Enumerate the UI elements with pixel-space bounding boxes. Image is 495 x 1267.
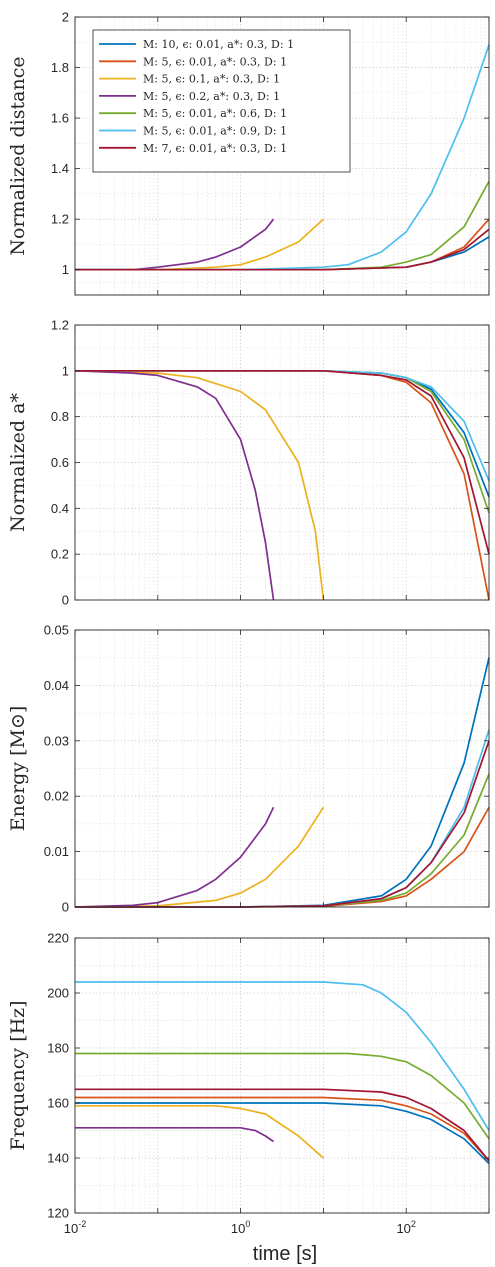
grid (75, 325, 489, 600)
y-tick-label: 0.01 (43, 844, 69, 860)
series-line-6 (75, 730, 489, 907)
legend-label-4: M: 5, ϵ: 0.2, a*: 0.3, D: 1 (143, 89, 281, 103)
y-tick-label: 1 (61, 262, 69, 278)
y-tick-label: 1.6 (50, 110, 69, 126)
panel-2 (7, 318, 489, 608)
y-tick-label: 1.2 (50, 317, 69, 333)
y-axis-label: Normalized a* (7, 393, 29, 532)
y-tick-label: 2 (61, 9, 69, 25)
series-line-6 (75, 982, 489, 1131)
y-tick-label: 0.03 (43, 733, 69, 749)
x-axis-label: time [s] (252, 1243, 318, 1265)
y-tick-label: 0.4 (50, 500, 69, 516)
y-tick-label: 180 (47, 1040, 69, 1056)
y-tick-label: 0.2 (50, 546, 69, 562)
series-line-2 (75, 807, 489, 907)
y-tick-label: 160 (47, 1095, 69, 1111)
y-tick-label: 0.05 (43, 622, 69, 638)
series-line-3 (75, 1106, 323, 1158)
y-tick-label: 0.04 (43, 677, 69, 693)
y-tick-label: 0.02 (43, 788, 69, 804)
y-tick-label: 0.8 (50, 409, 69, 425)
series-line-1 (75, 658, 489, 907)
legend-label-6: M: 5, ϵ: 0.01, a*: 0.9, D: 1 (143, 124, 288, 138)
series-line-5 (75, 774, 489, 907)
legend (93, 30, 350, 172)
grid (75, 630, 489, 907)
y-axis-label: Frequency [Hz] (7, 1000, 29, 1151)
panel-3 (7, 623, 489, 915)
panel-4 (7, 931, 489, 1266)
y-axis-label: Energy [M⊙] (7, 705, 29, 832)
y-axis-label: Normalized distance (7, 56, 29, 256)
y-tick-label: 1 (61, 363, 69, 379)
y-tick-label: 0 (61, 899, 69, 915)
series-line-5 (75, 181, 489, 269)
y-tick-label: 1.4 (50, 161, 69, 177)
y-tick-label: 200 (47, 985, 69, 1001)
legend-label-3: M: 5, ϵ: 0.1, a*: 0.3, D: 1 (143, 72, 281, 86)
legend-label-2: M: 5, ϵ: 0.01, a*: 0.3, D: 1 (143, 55, 288, 69)
y-tick-label: 220 (47, 930, 69, 946)
series-line-1 (75, 237, 489, 270)
legend-label-7: M: 7, ϵ: 0.01, a*: 0.3, D: 1 (143, 141, 288, 155)
panel-1 (7, 10, 489, 296)
series-line-3 (75, 807, 323, 907)
y-tick-label: 1.2 (50, 211, 69, 227)
series-line-5 (75, 371, 489, 513)
x-tick-label: $10^0$ (230, 1219, 251, 1236)
y-tick-label: 140 (47, 1150, 69, 1166)
legend-label-1: M: 10, ϵ: 0.01, a*: 0.3, D: 1 (143, 38, 295, 51)
grid (75, 938, 489, 1213)
y-tick-label: 0 (61, 592, 69, 608)
x-tick-label: $10^{-2}$ (63, 1219, 87, 1236)
x-tick-label: $10^2$ (396, 1219, 416, 1236)
y-tick-label: 0.6 (50, 455, 69, 470)
series-line-4 (75, 1128, 274, 1142)
legend-label-5: M: 5, ϵ: 0.01, a*: 0.6, D: 1 (143, 107, 288, 121)
series-group (75, 658, 489, 907)
y-tick-label: 1.8 (50, 60, 69, 76)
y-tick-label: 120 (47, 1205, 69, 1221)
series-group (75, 982, 489, 1164)
